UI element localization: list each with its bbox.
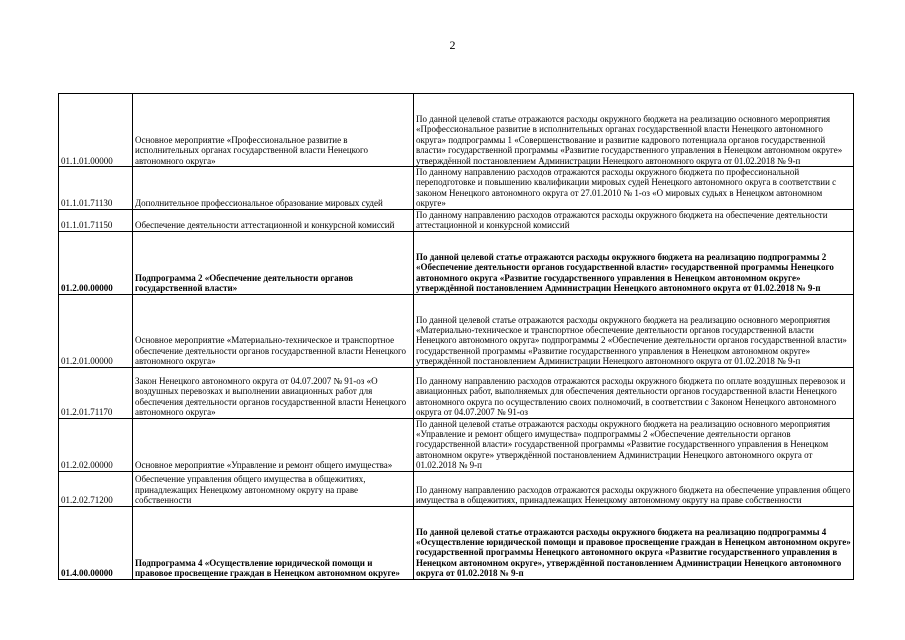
target-article-description: По данному направлению расходов отражаются расходы окружного бюджета по оплате воздушных перевозок и авиационных работ, выполняемых для обеспечения деятельности органов государственной власти Ненецкого автономного округа по осуществлению своих полномочий, в соответствии с Законом Ненецкого автономного округа от 04.07.2007 № 91-оз xyxy=(414,367,854,418)
page-number: 2 xyxy=(449,38,456,52)
table-row xyxy=(59,94,854,167)
target-article-code: 01.4.00.00000 xyxy=(59,506,133,579)
table-row xyxy=(59,231,854,294)
table-row xyxy=(59,506,854,579)
target-article-description: По данному направлению расходов отражаются расходы окружного бюджета на обеспечение управления общего имущества в общежитиях, принадлежащих Ненецкому автономному округу на праве собственности xyxy=(414,471,854,506)
table-row xyxy=(59,471,854,506)
target-article-code: 01.1.01.71150 xyxy=(59,209,133,231)
target-article-name: Подпрограмма 2 «Обеспечение деятельности органов государственной власти» xyxy=(133,231,414,294)
target-article-code: 01.2.01.00000 xyxy=(59,294,133,367)
target-article-code: 01.2.01.71170 xyxy=(59,367,133,418)
target-article-description: По данной целевой статье отражаются расходы окружного бюджета на реализацию основного мероприятия «Материально-техническое и транспортное обеспечение деятельности органов государственной власти Ненецкого автономного округа» подпрограммы 2 «Обеспечение деятельности органов государственной власти» государственной программы «Развитие государственного управления в Ненецком автономном округе» утверждённой постановлением Администрации Ненецкого автономного округа от 01.02.2018 № 9-п xyxy=(414,294,854,367)
target-article-description: По данной целевой статье отражаются расходы окружного бюджета на реализацию подпрограммы 2 «Обеспечение деятельности органов государственной власти» государственной программы Ненецкого автономного округа «Развитие государственного управления в Ненецком автономном округе» утверждённой постановлением Администрации Ненецкого автономного округа от 01.02.2018 № 9-п xyxy=(414,231,854,294)
table-row xyxy=(59,294,854,367)
target-article-code: 01.2.02.00000 xyxy=(59,418,133,471)
target-article-name: Подпрограмма 4 «Осуществление юридической помощи и правовое просвещение граждан в Ненецком автономном округе» xyxy=(133,506,414,579)
table-row xyxy=(59,418,854,471)
table-row xyxy=(59,367,854,418)
target-article-name: Дополнительное профессиональное образование мировых судей xyxy=(133,167,414,210)
target-article-name: Обеспечение управления общего имущества в общежитиях, принадлежащих Ненецкому автономному округу на праве собственности xyxy=(133,471,414,506)
target-article-code: 01.2.00.00000 xyxy=(59,231,133,294)
target-article-description: По данной целевой статье отражаются расходы окружного бюджета на реализацию подпрограммы 4 «Осуществление юридической помощи и правовое просвещение граждан в Ненецком автономном округе» государственной программы Ненецкого автономного округа «Развитие государственного управления в Ненецком автономном округе», утверждённой постановлением Администрации Ненецкого автономного округа от 01.02.2018 № 9-п xyxy=(414,506,854,579)
target-article-name: Закон Ненецкого автономного округа от 04.07.2007 № 91-оз «О воздушных перевозках и выполнении авиационных работ для обеспечения деятельности органов государственной власти Ненецкого автономного округа» xyxy=(133,367,414,418)
target-article-description: По данной целевой статье отражаются расходы окружного бюджета на реализацию основного мероприятия «Управление и ремонт общего имущества» подпрограммы 2 «Обеспечение деятельности органов государственной власти» государственной программы «Развитие государственного управления в Ненецком автономном округе» утверждённой постановлением Администрации Ненецкого автономного округа от 01.02.2018 № 9-п xyxy=(414,418,854,471)
target-article-description: По данной целевой статье отражаются расходы окружного бюджета на реализацию основного мероприятия «Профессиональное развитие в исполнительных органах государственной власти Ненецкого автономного округа» подпрограммы 1 «Совершенствование и развитие кадрового потенциала органов государственной власти» государственной программы «Развитие государственного управления в Ненецком автономном округе» утверждённой постановлением Администрации Ненецкого автономного округа от 01.02.2018 № 9-п xyxy=(414,94,854,167)
target-article-code: 01.1.01.71130 xyxy=(59,167,133,210)
target-article-name: Основное мероприятие «Профессиональное развитие в исполнительных органах государственной власти Ненецкого автономного округа» xyxy=(133,94,414,167)
target-article-code: 01.2.02.71200 xyxy=(59,471,133,506)
budget-classification-table xyxy=(58,93,854,580)
table-row xyxy=(59,209,854,231)
target-article-description: По данному направлению расходов отражаются расходы окружного бюджета на обеспечение деятельности аттестационной и конкурсной комиссий xyxy=(414,209,854,231)
target-article-code: 01.1.01.00000 xyxy=(59,94,133,167)
target-article-name: Обеспечение деятельности аттестационной и конкурсной комиссий xyxy=(133,209,414,231)
target-article-name: Основное мероприятие «Материально-техническое и транспортное обеспечение деятельности органов государственной власти Ненецкого автономного округа» xyxy=(133,294,414,367)
target-article-name: Основное мероприятие «Управление и ремонт общего имущества» xyxy=(133,418,414,471)
table-row xyxy=(59,167,854,210)
target-article-description: По данному направлению расходов отражаются расходы окружного бюджета по профессиональной переподготовке и повышению квалификации мировых судей Ненецкого автономного округа в соответствии с законом Ненецкого автономного округа от 27.01.2010 № 1-оз «О мировых судьях в Ненецком автономном округе» xyxy=(414,167,854,210)
